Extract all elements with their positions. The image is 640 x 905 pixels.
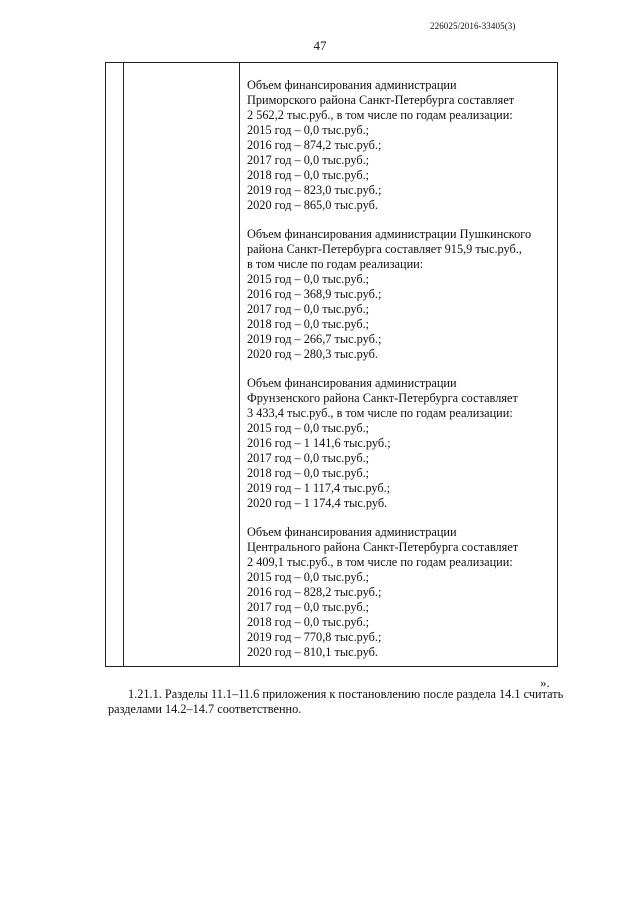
- financing-block-heading: Объем финансирования администрации: [247, 78, 457, 92]
- page-number: 47: [313, 38, 327, 53]
- closing-quote: ».: [540, 675, 550, 690]
- financing-block-line: в том числе по годам реализации:: [247, 257, 424, 271]
- financing-block-line: 2018 год – 0,0 тыс.руб.;: [247, 168, 370, 182]
- financing-block-line: 2017 год – 0,0 тыс.руб.;: [247, 600, 370, 614]
- financing-block-line: 2019 год – 823,0 тыс.руб.;: [247, 183, 382, 197]
- financing-block-line: 2020 год – 1 174,4 тыс.руб.: [247, 496, 388, 510]
- financing-block-line: Приморского района Санкт-Петербурга составляет: [247, 93, 515, 107]
- financing-block-line: 2015 год – 0,0 тыс.руб.;: [247, 272, 370, 286]
- financing-block-line: 2017 год – 0,0 тыс.руб.;: [247, 451, 370, 465]
- financing-block-line: 2018 год – 0,0 тыс.руб.;: [247, 317, 370, 331]
- financing-block-line: Центрального района Санкт-Петербурга составляет: [247, 540, 519, 554]
- financing-block-line: 2015 год – 0,0 тыс.руб.;: [247, 123, 370, 137]
- financing-block-line: 2015 год – 0,0 тыс.руб.;: [247, 570, 370, 584]
- amendment-paragraph-line: 1.21.1. Разделы 11.1–11.6 приложения к постановлению после раздела 14.1 считать: [128, 687, 564, 701]
- financing-block-line: 2019 год – 266,7 тыс.руб.;: [247, 332, 382, 346]
- financing-block: [247, 227, 552, 362]
- financing-block-line: 2016 год – 828,2 тыс.руб.;: [247, 585, 382, 599]
- financing-block: [247, 376, 552, 511]
- amendment-paragraph: [108, 687, 563, 717]
- financing-block-line: 2017 год – 0,0 тыс.руб.;: [247, 302, 370, 316]
- financing-text-cell: [247, 78, 552, 674]
- financing-block-line: 2015 год – 0,0 тыс.руб.;: [247, 421, 370, 435]
- financing-block-line: 2020 год – 810,1 тыс.руб.: [247, 645, 378, 659]
- financing-block-heading: Объем финансирования администрации Пушкинского: [247, 227, 532, 241]
- table-column-divider: [123, 63, 124, 666]
- document-id: 226025/2016-33405(3): [430, 21, 516, 31]
- amendment-paragraph-line: разделами 14.2–14.7 соответственно.: [108, 702, 302, 716]
- financing-block-line: Фрунзенского района Санкт-Петербурга составляет: [247, 391, 518, 405]
- table-column-divider: [239, 63, 240, 666]
- financing-block: [247, 525, 552, 660]
- financing-block-line: 2016 год – 874,2 тыс.руб.;: [247, 138, 382, 152]
- financing-block-line: 2018 год – 0,0 тыс.руб.;: [247, 615, 370, 629]
- financing-block-line: 2 562,2 тыс.руб., в том числе по годам реализации:: [247, 108, 513, 122]
- financing-block-line: района Санкт-Петербурга составляет 915,9 тыс.руб.,: [247, 242, 522, 256]
- financing-block-line: 2017 год – 0,0 тыс.руб.;: [247, 153, 370, 167]
- financing-table: [105, 62, 558, 667]
- financing-block-heading: Объем финансирования администрации: [247, 525, 457, 539]
- financing-block-heading: Объем финансирования администрации: [247, 376, 457, 390]
- financing-block-line: 2018 год – 0,0 тыс.руб.;: [247, 466, 370, 480]
- financing-block-line: 2020 год – 280,3 тыс.руб.: [247, 347, 378, 361]
- financing-block-line: 2020 год – 865,0 тыс.руб.: [247, 198, 378, 212]
- financing-block-line: 2019 год – 1 117,4 тыс.руб.;: [247, 481, 391, 495]
- financing-block-line: 3 433,4 тыс.руб., в том числе по годам реализации:: [247, 406, 513, 420]
- financing-block: [247, 78, 552, 213]
- financing-block-line: 2016 год – 368,9 тыс.руб.;: [247, 287, 382, 301]
- financing-block-line: 2019 год – 770,8 тыс.руб.;: [247, 630, 382, 644]
- financing-block-line: 2016 год – 1 141,6 тыс.руб.;: [247, 436, 391, 450]
- financing-block-line: 2 409,1 тыс.руб., в том числе по годам реализации:: [247, 555, 513, 569]
